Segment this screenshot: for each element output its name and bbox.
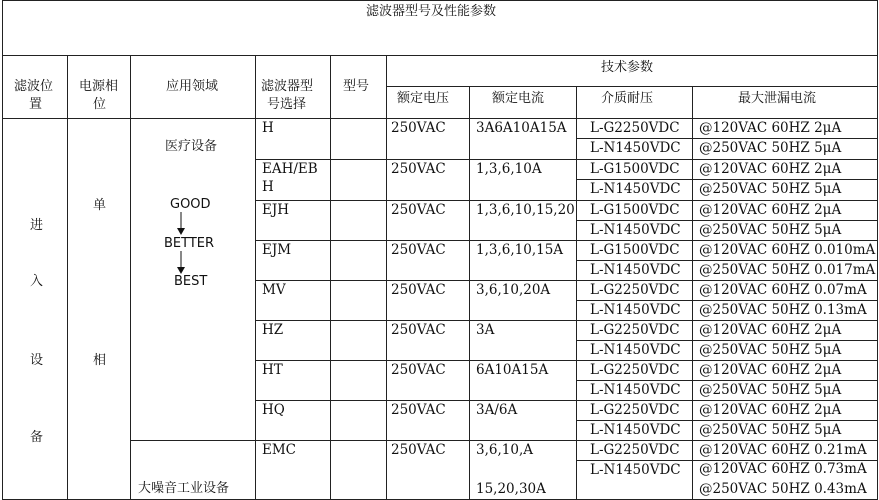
application-industrial: 大噪音工业设备 <box>138 481 230 496</box>
grade-better: BETTER <box>164 236 215 251</box>
grid-line <box>576 260 878 261</box>
phase-char: 单 <box>93 198 107 213</box>
header-selection-line2: 号选择 <box>267 97 307 112</box>
position-char: 备 <box>30 430 44 445</box>
leakage-current-250: @250VAC 50HZ 0.017mA <box>699 262 876 278</box>
filter-selection: HZ <box>262 322 284 338</box>
rated-voltage: 250VAC <box>391 282 446 298</box>
position-char: 入 <box>30 274 44 289</box>
grid-line <box>386 86 878 87</box>
grid-line <box>386 55 387 500</box>
filter-selection: HQ <box>262 402 285 418</box>
grid-line <box>255 240 878 241</box>
leakage-current-250: @250VAC 50HZ 5μA <box>699 181 842 197</box>
rated-current: 1,3,6,10,15,20 <box>476 202 575 218</box>
header-position-line1: 滤波位 <box>14 79 54 94</box>
rated-current: 3A <box>476 322 495 338</box>
rated-voltage: 250VAC <box>391 322 446 338</box>
rated-voltage: 250VAC <box>391 120 446 136</box>
withstand-voltage-lg: L-G2250VDC <box>590 282 680 298</box>
header-rated-voltage: 额定电压 <box>397 91 450 106</box>
phase-char: 相 <box>93 353 107 368</box>
withstand-voltage-ln: L-N1450VDC <box>590 181 681 197</box>
withstand-voltage-lg: L-G1500VDC <box>590 242 680 258</box>
grid-line <box>2 0 3 500</box>
grid-line <box>576 220 878 221</box>
grid-line <box>67 55 68 500</box>
withstand-voltage-lg: L-G1500VDC <box>590 161 680 177</box>
grid-line <box>255 400 878 401</box>
grid-line <box>2 0 878 1</box>
leakage-current-120: @120VAC 60HZ 2μA <box>699 322 842 338</box>
grade-best: BEST <box>174 274 208 289</box>
rated-voltage: 250VAC <box>391 402 446 418</box>
withstand-voltage-ln: L-N1450VDC <box>590 462 681 478</box>
leakage-current-120: @120VAC 60HZ 0.21mA <box>699 442 867 458</box>
grid-line <box>130 440 256 441</box>
rated-voltage: 250VAC <box>391 202 446 218</box>
grid-line <box>576 86 577 500</box>
leakage-current-250: @250VAC 50HZ 5μA <box>699 382 842 398</box>
rated-current: 6A10A15A <box>476 362 549 378</box>
filter-selection: MV <box>262 282 286 298</box>
header-tech-params: 技术参数 <box>601 60 654 75</box>
grid-line <box>255 280 878 281</box>
grade-good: GOOD <box>170 197 211 212</box>
filter-selection-line2: H <box>262 179 274 195</box>
withstand-voltage-lg: L-G2250VDC <box>590 322 680 338</box>
leakage-current-120: @120VAC 60HZ 2μA <box>699 362 842 378</box>
position-char: 进 <box>30 218 44 233</box>
rated-current: 3A6A10A15A <box>476 120 567 136</box>
leakage-current-120b: @120VAC 60HZ 0.73mA <box>699 461 867 477</box>
header-withstand-voltage: 介质耐压 <box>601 91 654 106</box>
grid-line <box>330 55 331 500</box>
leakage-current-120: @120VAC 60HZ 2μA <box>699 402 842 418</box>
leakage-current-120: @120VAC 60HZ 2μA <box>699 120 842 136</box>
withstand-voltage-lg: L-G2250VDC <box>590 120 680 136</box>
withstand-voltage-lg: L-G2250VDC <box>590 402 680 418</box>
grid-line <box>255 440 878 441</box>
leakage-current-250: @250VAC 50HZ 0.43mA <box>699 481 867 497</box>
rated-voltage: 250VAC <box>391 242 446 258</box>
rated-current: 1,3,6,10,15A <box>476 242 564 258</box>
grid-line <box>255 320 878 321</box>
leakage-current-250: @250VAC 50HZ 5μA <box>699 342 842 358</box>
grid-line <box>255 55 256 500</box>
withstand-voltage-ln: L-N1450VDC <box>590 262 681 278</box>
rated-voltage: 250VAC <box>391 362 446 378</box>
filter-selection: EJH <box>262 202 290 218</box>
grid-line <box>2 55 878 56</box>
header-max-leakage: 最大泄漏电流 <box>738 91 817 106</box>
withstand-voltage-ln: L-N1450VDC <box>590 382 681 398</box>
header-phase-line1: 电源相 <box>79 79 119 94</box>
rated-voltage: 250VAC <box>391 442 446 458</box>
grid-line <box>576 300 878 301</box>
leakage-current-250: @250VAC 50HZ 5μA <box>699 140 842 156</box>
rated-current: 3A/6A <box>476 402 518 418</box>
grid-line <box>576 380 878 381</box>
withstand-voltage-lg: L-G2250VDC <box>590 362 680 378</box>
header-rated-current: 额定电流 <box>492 91 545 106</box>
grid-line <box>255 360 878 361</box>
grid-line <box>2 118 878 119</box>
leakage-current-120: @120VAC 60HZ 0.010mA <box>699 242 876 258</box>
withstand-voltage-ln: L-N1450VDC <box>590 140 681 156</box>
filter-selection: H <box>262 120 274 136</box>
grid-line <box>576 179 878 180</box>
grid-line <box>255 200 878 201</box>
leakage-current-250: @250VAC 50HZ 5μA <box>699 222 842 238</box>
grid-line <box>576 340 878 341</box>
arrow-down-icon <box>176 212 186 236</box>
rated-current: 3,6,10,A <box>476 442 533 458</box>
filter-selection: EJM <box>262 242 292 258</box>
grid-line <box>469 86 470 500</box>
withstand-voltage-lg: L-G1500VDC <box>590 202 680 218</box>
grid-line <box>576 138 878 139</box>
grid-line <box>130 55 131 500</box>
withstand-voltage-ln: L-N1450VDC <box>590 302 681 318</box>
position-char: 设 <box>30 353 44 368</box>
rated-voltage: 250VAC <box>391 161 446 177</box>
leakage-current-120: @120VAC 60HZ 2μA <box>699 202 842 218</box>
filter-selection: HT <box>262 362 283 378</box>
grid-line <box>877 0 878 500</box>
leakage-current-120: @120VAC 60HZ 0.07mA <box>699 282 867 298</box>
header-selection-line1: 滤波器型 <box>261 79 314 94</box>
rated-current-line2: 15,20,30A <box>476 481 546 497</box>
withstand-voltage-ln: L-N1450VDC <box>590 342 681 358</box>
filter-selection: EAH/EB <box>262 161 318 177</box>
filter-selection: EMC <box>262 442 297 458</box>
rated-current: 1,3,6,10A <box>476 161 542 177</box>
withstand-voltage-ln: L-N1450VDC <box>590 422 681 438</box>
header-application: 应用领域 <box>166 79 219 94</box>
grid-line <box>692 86 693 500</box>
header-model: 型号 <box>343 79 370 94</box>
withstand-voltage-ln: L-N1450VDC <box>590 222 681 238</box>
grid-line <box>255 159 878 160</box>
rated-current: 3,6,10,20A <box>476 282 551 298</box>
arrow-down-icon <box>176 251 186 275</box>
table-title: 滤波器型号及性能参数 <box>366 4 497 19</box>
leakage-current-120: @120VAC 60HZ 2μA <box>699 161 842 177</box>
leakage-current-250: @250VAC 50HZ 0.13mA <box>699 302 867 318</box>
header-phase-line2: 位 <box>93 97 107 112</box>
grid-line <box>576 420 878 421</box>
withstand-voltage-lg: L-G2250VDC <box>590 442 680 458</box>
leakage-current-250: @250VAC 50HZ 5μA <box>699 422 842 438</box>
header-position-line2: 置 <box>29 97 43 112</box>
application-medical: 医疗设备 <box>165 139 218 154</box>
